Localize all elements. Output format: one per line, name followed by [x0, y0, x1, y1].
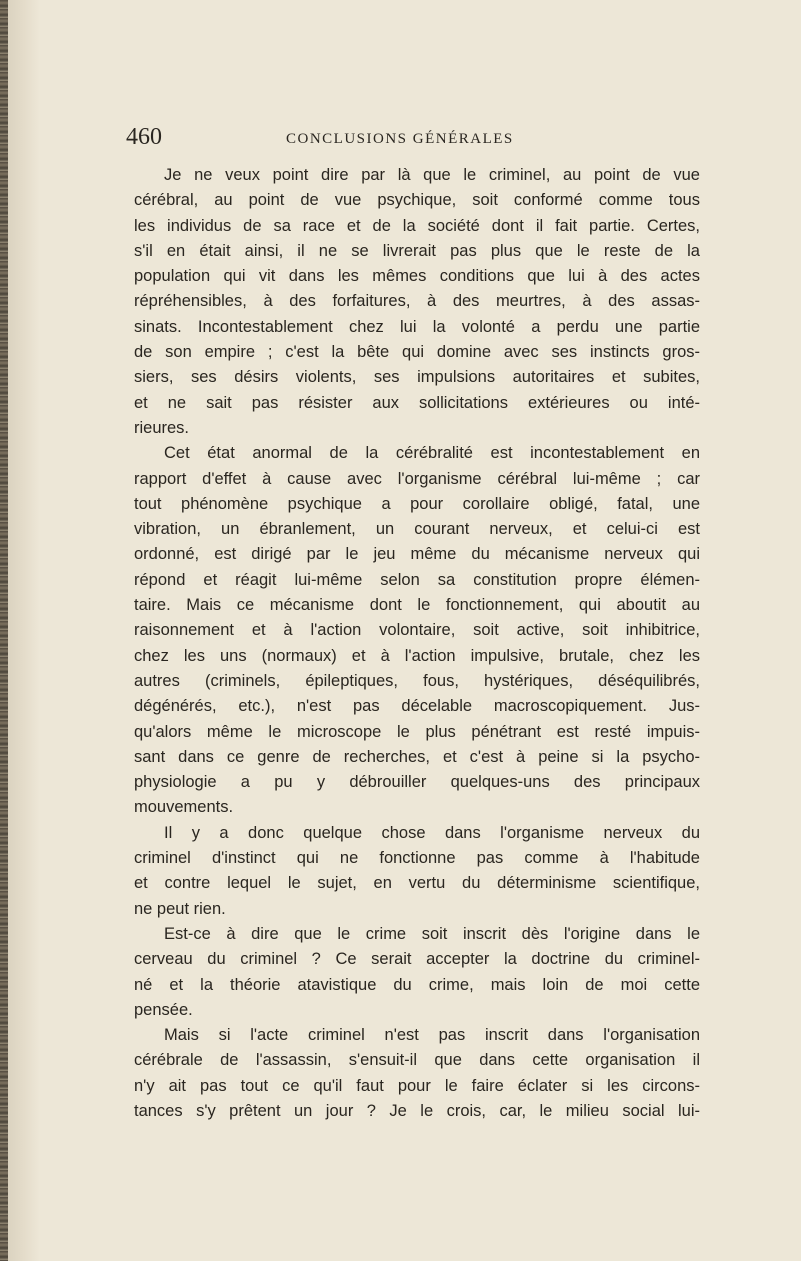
text-line: Est-ce à dire que le crime soit inscrit dès l'origine dans le	[164, 924, 700, 943]
text-line: et ne sait pas résister aux sollicitations extérieures ou inté-	[134, 393, 700, 412]
text-line: Mais si l'acte criminel n'est pas inscrit dans l'organisation	[164, 1026, 700, 1045]
text-line: Cet état anormal de la cérébralité est incontestablement en	[164, 444, 700, 463]
text-line: cérébrale de l'assassin, s'ensuit-il que dans cette organisation il	[134, 1051, 700, 1070]
text-line: siers, ses désirs violents, ses impulsions autoritaires et subites,	[134, 368, 700, 387]
text-line: n'y ait pas tout ce qu'il faut pour le faire éclater si les circons-	[134, 1076, 700, 1095]
running-head: CONCLUSIONS GÉNÉRALES	[286, 131, 514, 147]
text-line: qu'alors même le microscope le plus pénétrant est resté impuis-	[134, 722, 700, 741]
text-line: tout phénomène psychique a pour corollaire obligé, fatal, une	[134, 494, 700, 513]
text-line: s'il en était ainsi, il ne se livrerait pas plus que le reste de la	[134, 241, 700, 260]
page-number: 460	[126, 124, 162, 150]
paragraph	[134, 163, 700, 441]
text-line: rieures.	[134, 418, 190, 437]
text-line: autres (criminels, épileptiques, fous, hystériques, déséquilibrés,	[134, 671, 700, 690]
text-line: répond et réagit lui-même selon sa constitution propre élémen-	[134, 570, 700, 589]
paragraph	[134, 821, 700, 922]
text-line: criminel d'instinct qui ne fonctionne pas comme à l'habitude	[134, 849, 700, 868]
text-line: dégénérés, etc.), n'est pas décelable macroscopiquement. Jus-	[134, 697, 700, 716]
text-line: répréhensibles, à des forfaitures, à des meurtres, à des assas-	[134, 292, 700, 311]
text-line: et contre lequel le sujet, en vertu du déterminisme scientifique,	[134, 874, 700, 893]
text-line: sant dans ce genre de recherches, et c'est à peine si la psycho-	[134, 747, 700, 766]
text-line: cerveau du criminel ? Ce serait accepter la doctrine du criminel-	[134, 950, 700, 969]
text-line: chez les uns (normaux) et à l'action impulsive, brutale, chez les	[134, 646, 700, 665]
text-line: sinats. Incontestablement chez lui la volonté a perdu une partie	[134, 317, 700, 336]
text-line: taire. Mais ce mécanisme dont le fonctionnement, qui aboutit au	[134, 596, 700, 615]
binding-edge-strip	[0, 0, 8, 1261]
text-line: tances s'y prêtent un jour ? Je le crois, car, le milieu social lui-	[134, 1101, 700, 1120]
paragraph	[134, 1023, 700, 1124]
text-line: les individus de sa race et de la société dont il fait partie. Certes,	[134, 216, 700, 235]
paragraph	[134, 441, 700, 820]
paragraph	[134, 922, 700, 1023]
text-line: vibration, un ébranlement, un courant nerveux, et celui-ci est	[134, 520, 700, 539]
text-line: mouvements.	[134, 798, 234, 817]
text-line: ordonné, est dirigé par le jeu même du mécanisme nerveux qui	[134, 545, 700, 564]
text-line: physiologie a pu y débrouiller quelques-uns des principaux	[134, 773, 700, 792]
page-header	[126, 123, 706, 153]
text-line: pensée.	[134, 1000, 193, 1019]
text-line: Il y a donc quelque chose dans l'organisme nerveux du	[164, 823, 700, 842]
text-line: raisonnement et à l'action volontaire, soit active, soit inhibitrice,	[134, 621, 700, 640]
text-line: population qui vit dans les mêmes conditions que lui à des actes	[134, 267, 700, 286]
text-line: ne peut rien.	[134, 899, 226, 918]
text-line: né et la théorie atavistique du crime, mais loin de moi cette	[134, 975, 700, 994]
text-line: Je ne veux point dire par là que le criminel, au point de vue	[164, 166, 700, 184]
body-text	[134, 163, 700, 1124]
text-line: rapport d'effet à cause avec l'organisme cérébral lui-même ; car	[134, 469, 700, 488]
text-line: cérébral, au point de vue psychique, soit conformé comme tous	[134, 191, 700, 210]
text-line: de son empire ; c'est la bête qui domine avec ses instincts gros-	[134, 343, 700, 362]
